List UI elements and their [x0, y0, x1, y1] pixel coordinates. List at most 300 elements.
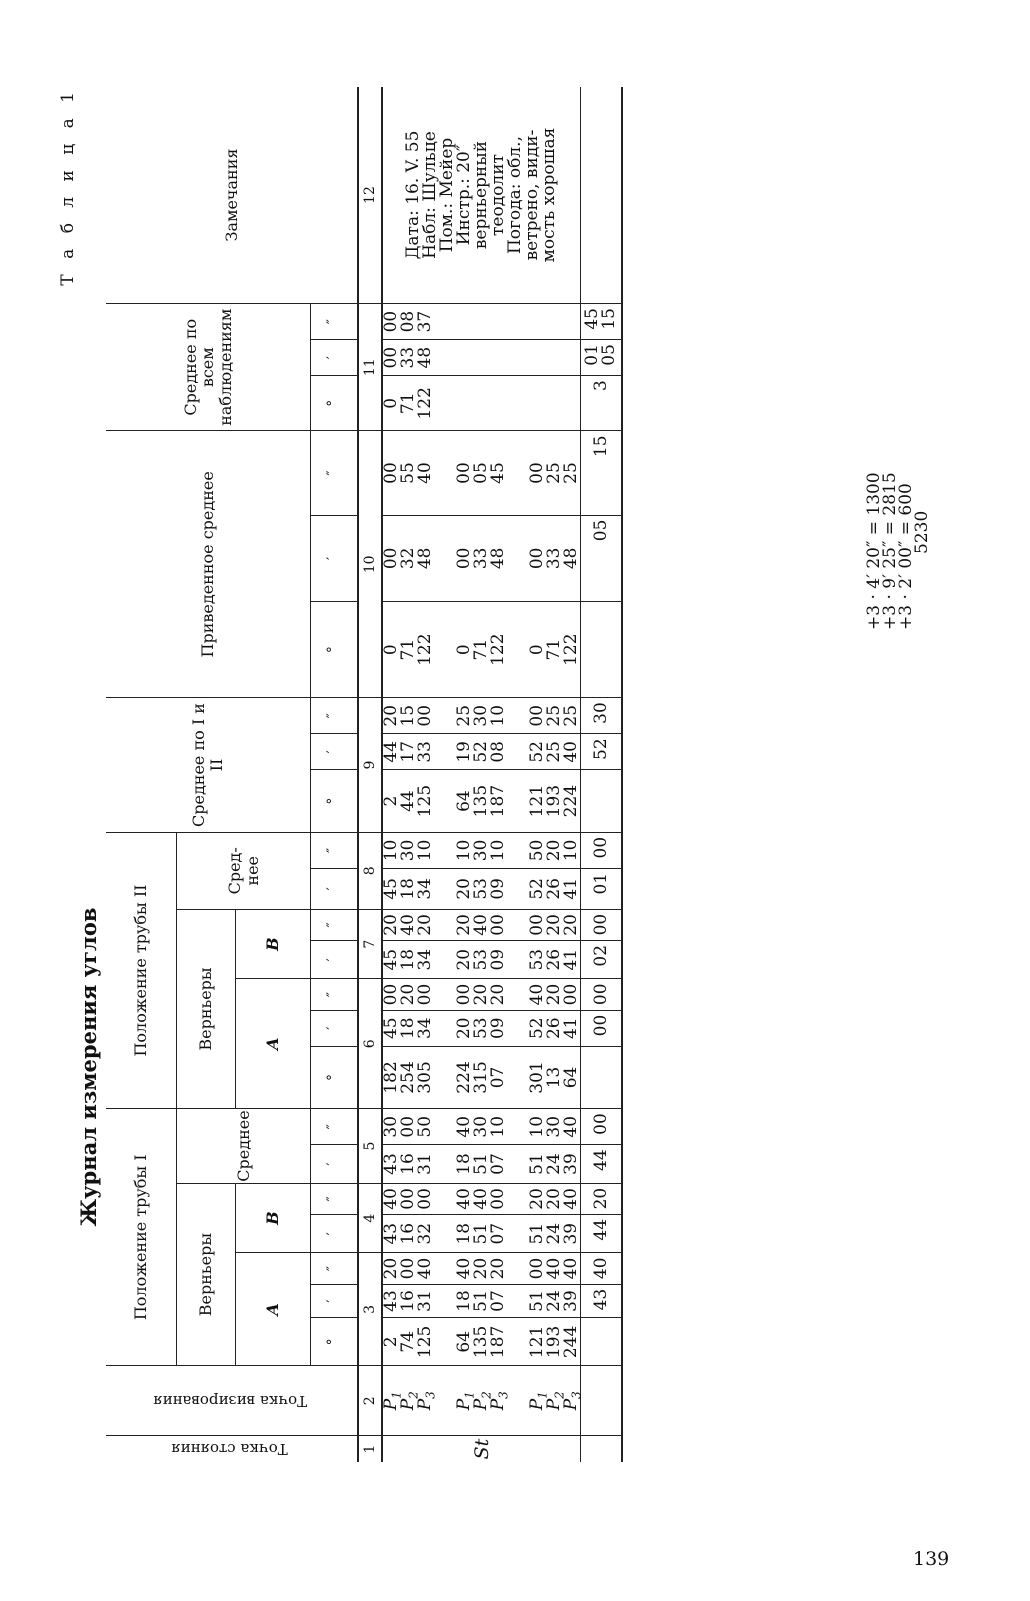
table-cell — [546, 304, 563, 339]
table-cell: 71 — [471, 638, 491, 661]
note-line: Инстр.: 20″ — [454, 144, 474, 246]
table-cell — [529, 304, 546, 339]
table-row — [382, 87, 581, 1462]
table-cell: 40 — [561, 1257, 581, 1280]
table-cell: 20 — [454, 914, 474, 936]
verniers-1-header: Верньеры — [177, 1183, 236, 1366]
sum-row — [581, 87, 623, 1462]
table-cell: 26 — [544, 1017, 564, 1040]
table-cell: 33 — [398, 346, 418, 369]
table-cell: 125 — [415, 784, 435, 818]
unit-min: ′ — [311, 340, 359, 376]
table-cell: 30 — [398, 839, 418, 862]
unit-sec: ″ — [311, 698, 359, 734]
page-number: 139 — [913, 1548, 950, 1570]
unit-min: ′ — [311, 1010, 359, 1046]
table-cell: 00 — [415, 704, 435, 727]
table-cell: 24 — [544, 1290, 564, 1312]
table-cell: 0 — [454, 644, 474, 656]
vernier-a1-min — [382, 1284, 581, 1318]
position-2-header: Положение трубы II — [106, 832, 177, 1108]
table-cell: 224 — [561, 784, 581, 818]
table-cell: 50 — [527, 839, 547, 862]
table-cell: 20 — [471, 983, 491, 1006]
table-cell: 25 — [561, 462, 581, 484]
table-cell: 2 — [381, 1336, 401, 1348]
table-cell: 20 — [471, 1257, 491, 1280]
unit-min: ′ — [311, 1145, 359, 1183]
table-cell: 0 — [381, 397, 401, 409]
table-cell: 34 — [415, 1017, 435, 1040]
table-cell: 2 — [381, 795, 401, 807]
column-number: 4 — [358, 1183, 382, 1253]
unit-sec: ″ — [311, 1253, 359, 1284]
table-cell: 51 — [527, 1290, 547, 1312]
table-cell: 48 — [488, 547, 508, 570]
table-cell: 00 — [398, 1257, 418, 1280]
table-cell: 09 — [488, 878, 508, 900]
table-cell: 51 — [471, 1290, 491, 1312]
table-cell — [473, 340, 490, 375]
table-cell: 30 — [471, 704, 491, 727]
table-cell: 37 — [415, 310, 435, 333]
table-cell: 39 — [561, 1290, 581, 1312]
table-cell: 44 — [398, 790, 418, 812]
table-cell: 43 — [381, 1290, 401, 1312]
table-cell: 08 — [398, 310, 418, 333]
table-cell: 40 — [471, 914, 491, 936]
overall-deg — [382, 376, 581, 431]
table-cell: 51 — [527, 1222, 547, 1245]
vernier-a2-sec — [382, 979, 581, 1010]
table-cell: 301 — [527, 1061, 547, 1094]
table-cell: 20 — [544, 839, 564, 862]
table-cell: 315 — [471, 1061, 491, 1094]
table-cell: 45 — [381, 1017, 401, 1040]
table-cell: 16 — [398, 1290, 418, 1312]
table-title: Журнал измерения углов — [76, 907, 101, 1227]
sum-mean2-sec: 00 — [581, 832, 623, 868]
vernier-b2-min — [382, 940, 581, 978]
sum-b1-sec: 20 — [581, 1183, 623, 1214]
mean-2-header: Сред- нее — [177, 832, 311, 909]
mean-1-2-header: Среднее по I и II — [106, 698, 311, 833]
target-point: $P_3$ — [415, 1391, 438, 1411]
mean2-min — [382, 868, 581, 909]
table-cell: 51 — [471, 1222, 491, 1245]
table-cell: 48 — [415, 547, 435, 570]
note-line: мость хорошая — [539, 127, 559, 263]
table-cell — [546, 376, 563, 430]
table-cell — [490, 340, 507, 375]
sum-b2-min: 02 — [581, 940, 623, 978]
target-point: $P_3$ — [488, 1391, 511, 1411]
table-cell: 40 — [544, 1257, 564, 1280]
table-cell: 16 — [398, 1153, 418, 1175]
table-cell: 24 — [544, 1222, 564, 1245]
notes-cell — [382, 87, 581, 304]
table-cell — [563, 340, 580, 375]
table-cell — [456, 304, 473, 339]
table-cell: 09 — [488, 948, 508, 971]
table-cell: 00 — [398, 1188, 418, 1210]
table-cell: 09 — [488, 1017, 508, 1040]
table-cell: 53 — [471, 1017, 491, 1040]
mean12-deg — [382, 770, 581, 832]
table-cell: 182 — [381, 1061, 401, 1094]
table-cell: 20 — [544, 983, 564, 1006]
table-cell: 55 — [398, 462, 418, 484]
mean2-sec — [382, 832, 581, 868]
sum-mean12-min: 52 — [581, 734, 623, 770]
table-cell: 18 — [454, 1290, 474, 1312]
position-1-header: Положение трубы I — [106, 1109, 177, 1366]
table-cell: 41 — [561, 948, 581, 971]
table-cell: 40 — [454, 1257, 474, 1280]
table-cell: 122 — [415, 387, 435, 420]
table-cell: 20 — [527, 1188, 547, 1210]
unit-sec: ″ — [311, 909, 359, 940]
table-cell: 39 — [561, 1222, 581, 1245]
sum-overall-sec: 45 15 — [581, 304, 623, 340]
table-cell: 00 — [527, 704, 547, 727]
table-cell: 244 — [561, 1325, 581, 1359]
table-cell: 193 — [544, 784, 564, 818]
table-cell: 187 — [488, 1325, 508, 1359]
table-cell: 193 — [544, 1325, 564, 1359]
table-cell: 00 — [561, 983, 581, 1006]
table-cell: 13 — [544, 1066, 564, 1089]
table-cell: 52 — [527, 878, 547, 900]
table-cell: 00 — [381, 462, 401, 484]
note-line: Пом.: Мейер — [437, 137, 457, 253]
table-cell: 53 — [527, 948, 547, 971]
calc-line: +3 · 4′ 20″ = 1300 — [864, 472, 884, 630]
target-point: $P_1$ — [527, 1391, 550, 1411]
sum-overall-min: 01 05 — [581, 340, 623, 376]
table-cell: 00 — [488, 914, 508, 936]
table-cell: 34 — [415, 878, 435, 900]
mean1-sec — [382, 1109, 581, 1145]
table-cell: 33 — [544, 547, 564, 570]
table-cell: 51 — [471, 1153, 491, 1175]
table-cell: 32 — [415, 1222, 435, 1245]
table-cell: 30 — [471, 1115, 491, 1138]
table-cell: 39 — [561, 1153, 581, 1175]
table-cell: 40 — [415, 462, 435, 484]
table-cell: 08 — [488, 741, 508, 763]
table-cell: 00 — [454, 462, 474, 484]
table-cell: 33 — [471, 547, 491, 570]
sum-a1-min: 43 — [581, 1284, 623, 1318]
table-cell: 05 — [471, 462, 491, 484]
vernier-b1-min — [382, 1214, 581, 1252]
sum-a2-min: 00 — [581, 1010, 623, 1046]
table-cell: 20 — [454, 1017, 474, 1040]
unit-deg: ° — [311, 376, 359, 431]
unit-min: ′ — [311, 868, 359, 909]
table-cell: 125 — [415, 1325, 435, 1359]
table-cell: 18 — [454, 1153, 474, 1175]
table-cell: 74 — [398, 1331, 418, 1353]
column-number: 8 — [358, 832, 382, 909]
table-cell: 33 — [415, 741, 435, 763]
vernier-b2-sec — [382, 909, 581, 940]
target-points — [381, 1366, 584, 1436]
table-cell: 15 — [398, 704, 418, 727]
table-cell: 40 — [527, 983, 547, 1006]
table-cell: 50 — [415, 1115, 435, 1138]
calc-total: 5230 — [912, 510, 932, 554]
overall-min — [382, 340, 581, 376]
target-point: $P_2$ — [544, 1391, 567, 1411]
table-cell: 40 — [454, 1115, 474, 1138]
table-cell: 64 — [561, 1066, 581, 1089]
table-cell — [473, 304, 490, 339]
table-cell: 48 — [415, 346, 435, 369]
table-cell: 122 — [488, 633, 508, 666]
table-cell: 52 — [471, 741, 491, 763]
unit-min: ′ — [311, 734, 359, 770]
table-cell: 10 — [381, 839, 401, 862]
reduced-mean-header: Приведенное среднее — [106, 431, 311, 698]
table-cell: 17 — [398, 741, 418, 763]
station-header: Точка стояния — [106, 1436, 358, 1462]
vernier-b-1-header: B — [236, 1183, 311, 1253]
table-cell: 31 — [415, 1153, 435, 1175]
table-cell: 40 — [415, 1257, 435, 1280]
vernier-a-1-header: A — [236, 1253, 311, 1366]
sum-a2-sec: 00 — [581, 979, 623, 1010]
note-line: ветрено, види- — [522, 129, 542, 261]
table-cell: 40 — [561, 741, 581, 763]
table-cell — [529, 340, 546, 375]
table-cell: 18 — [454, 1222, 474, 1245]
table-caption: Т а б л и ц а 1 — [58, 87, 78, 286]
column-number: 7 — [358, 909, 382, 979]
sum-reduced-sec: 15 — [581, 431, 623, 515]
table-cell: 20 — [488, 983, 508, 1006]
column-number: 10 — [358, 431, 382, 698]
table-cell: 20 — [544, 1188, 564, 1210]
table-cell: 07 — [488, 1290, 508, 1312]
unit-deg: ° — [311, 770, 359, 832]
table-cell: 20 — [561, 914, 581, 936]
table-cell: 53 — [471, 878, 491, 900]
target-point: $P_1$ — [381, 1391, 404, 1411]
sum-a1-sec: 40 — [581, 1253, 623, 1284]
station-cell: St — [470, 1438, 493, 1460]
seconds-calculation — [866, 472, 930, 630]
table-cell — [563, 304, 580, 339]
table-cell: 07 — [488, 1066, 508, 1089]
table-cell: 18 — [398, 1017, 418, 1040]
unit-min: ′ — [311, 1214, 359, 1252]
table-cell: 00 — [454, 983, 474, 1006]
table-cell: 53 — [471, 948, 491, 971]
vernier-b-2-header: B — [236, 909, 311, 979]
calc-line: +3 · 9′ 25″ = 2815 — [880, 472, 900, 630]
table-cell — [456, 340, 473, 375]
vernier-a2-deg — [382, 1046, 581, 1108]
vernier-a1-sec — [382, 1253, 581, 1284]
column-number: 2 — [358, 1366, 382, 1436]
table-cell: 40 — [454, 1188, 474, 1210]
table-cell: 43 — [381, 1153, 401, 1175]
table-cell: 32 — [398, 547, 418, 570]
column-number: 12 — [358, 87, 382, 304]
table-cell: 26 — [544, 948, 564, 971]
unit-deg: ° — [311, 1046, 359, 1108]
table-cell: 07 — [488, 1153, 508, 1175]
target-header: Точка визирования — [106, 1366, 358, 1436]
column-number: 6 — [358, 979, 382, 1109]
table-cell: 45 — [381, 948, 401, 971]
vernier-b1-sec — [382, 1183, 581, 1214]
notes-header: Замечания — [106, 87, 358, 304]
target-point: $P_3$ — [561, 1391, 584, 1411]
unit-deg: ° — [311, 1318, 359, 1366]
table-cell — [456, 376, 473, 430]
column-number: 9 — [358, 698, 382, 833]
table-cell: 0 — [381, 644, 401, 656]
mean12-min — [382, 734, 581, 770]
target-point: $P_2$ — [471, 1391, 494, 1411]
mean12-sec — [382, 698, 581, 734]
table-cell — [473, 376, 490, 430]
unit-sec: ″ — [311, 1183, 359, 1214]
target-point: $P_1$ — [454, 1391, 477, 1411]
unit-deg: ° — [311, 602, 359, 698]
table-cell: 122 — [561, 633, 581, 666]
table-cell: 40 — [471, 1188, 491, 1210]
unit-sec: ″ — [311, 832, 359, 868]
table-cell: 20 — [381, 914, 401, 936]
table-cell: 30 — [544, 1115, 564, 1138]
table-cell: 10 — [415, 839, 435, 862]
column-number: 1 — [358, 1436, 382, 1462]
table-cell: 305 — [415, 1061, 435, 1094]
table-cell: 00 — [415, 1188, 435, 1210]
table-cell: 187 — [488, 784, 508, 818]
table-cell: 10 — [488, 1115, 508, 1138]
reduced-deg — [382, 602, 581, 698]
sum-reduced-min: 05 — [581, 515, 623, 602]
table-cell: 0 — [527, 644, 547, 656]
column-number: 5 — [358, 1109, 382, 1184]
unit-sec: ″ — [311, 1109, 359, 1145]
table-cell: 40 — [561, 1188, 581, 1210]
sum-overall-deg: 3 — [581, 376, 623, 431]
table-cell: 25 — [544, 741, 564, 763]
table-cell: 71 — [544, 638, 564, 661]
table-cell: 45 — [488, 462, 508, 484]
table-cell: 07 — [488, 1222, 508, 1245]
table-cell — [546, 340, 563, 375]
table-cell: 10 — [561, 839, 581, 862]
table-cell: 10 — [454, 839, 474, 862]
unit-sec: ″ — [311, 979, 359, 1010]
table-cell: 25 — [454, 704, 474, 727]
table-cell — [490, 376, 507, 430]
table-cell: 00 — [454, 547, 474, 570]
table-cell: 52 — [527, 741, 547, 763]
calc-line: +3 · 2′ 00″ = 600 — [896, 483, 916, 630]
table-cell: 00 — [415, 983, 435, 1006]
table-cell: 30 — [381, 1115, 401, 1138]
table-cell: 18 — [398, 948, 418, 971]
vernier-a2-min — [382, 1010, 581, 1046]
unit-min: ′ — [311, 515, 359, 602]
unit-sec: ″ — [311, 431, 359, 515]
table-cell: 20 — [415, 914, 435, 936]
table-cell: 20 — [454, 948, 474, 971]
table-cell: 25 — [544, 704, 564, 727]
table-cell: 40 — [561, 1115, 581, 1138]
table-cell: 26 — [544, 878, 564, 900]
table-cell: 71 — [398, 638, 418, 661]
unit-min: ′ — [311, 1284, 359, 1318]
table-cell: 20 — [544, 914, 564, 936]
table-cell: 00 — [381, 310, 401, 333]
table-cell: 34 — [415, 948, 435, 971]
table-cell: 44 — [381, 741, 401, 763]
table-cell: 40 — [381, 1188, 401, 1210]
table-cell: 10 — [488, 839, 508, 862]
target-point: $P_2$ — [398, 1391, 421, 1411]
mean-1-header: Среднее — [177, 1109, 311, 1184]
table-cell: 121 — [527, 1325, 547, 1359]
table-cell: 40 — [398, 914, 418, 936]
table-cell — [490, 304, 507, 339]
table-cell: 64 — [454, 1331, 474, 1353]
reduced-sec — [382, 431, 581, 515]
mean1-min — [382, 1145, 581, 1183]
sum-b1-min: 44 — [581, 1214, 623, 1252]
note-line: Набл: Шульце — [420, 131, 440, 259]
table-cell: 20 — [398, 983, 418, 1006]
unit-min: ′ — [311, 940, 359, 978]
table-cell: 48 — [561, 547, 581, 570]
unit-sec: ″ — [311, 304, 359, 340]
table-cell: 10 — [488, 704, 508, 727]
table-cell: 64 — [454, 790, 474, 812]
column-number: 3 — [358, 1253, 382, 1366]
table-cell: 43 — [381, 1222, 401, 1245]
table-cell: 20 — [454, 878, 474, 900]
table-cell: 20 — [381, 1257, 401, 1280]
table-cell: 00 — [527, 547, 547, 570]
table-cell: 00 — [398, 1115, 418, 1138]
table-cell: 00 — [381, 547, 401, 570]
rotated-page — [58, 87, 950, 1462]
vernier-a-2-header: A — [236, 979, 311, 1109]
note-line: Погода: обл., — [505, 136, 525, 255]
verniers-2-header: Верньеры — [177, 909, 236, 1108]
table-cell: 121 — [527, 784, 547, 818]
table-cell: 18 — [398, 878, 418, 900]
table-cell: 00 — [381, 983, 401, 1006]
table-cell: 41 — [561, 878, 581, 900]
column-numbers-row — [358, 87, 382, 1462]
table-cell: 45 — [381, 878, 401, 900]
sum-mean2-min: 01 — [581, 868, 623, 909]
table-cell: 41 — [561, 1017, 581, 1040]
table-cell: 24 — [544, 1153, 564, 1175]
table-cell: 20 — [488, 1257, 508, 1280]
angle-journal-table — [106, 87, 623, 1462]
note-line: верньерный — [471, 140, 491, 250]
